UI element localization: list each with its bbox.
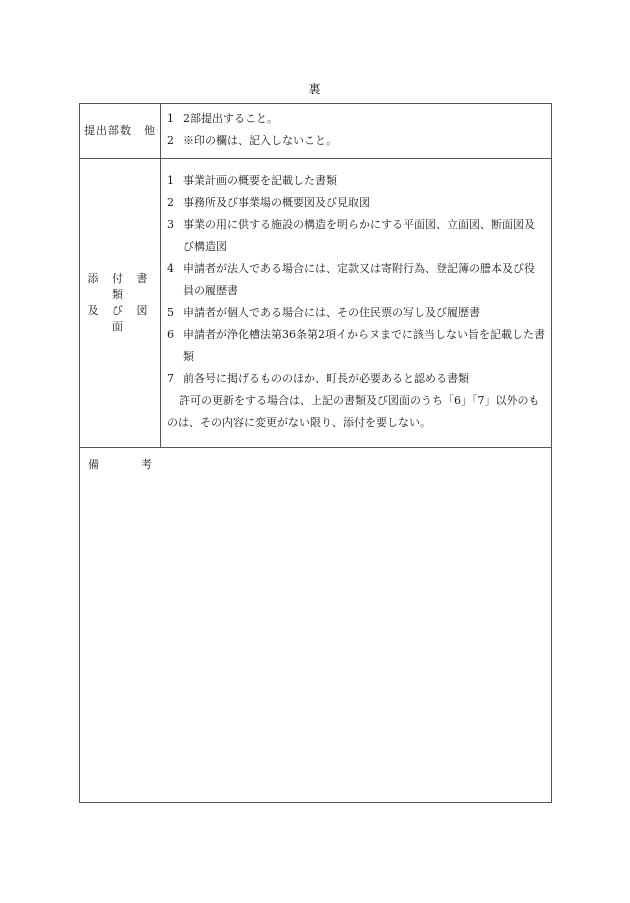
submission-row xyxy=(80,104,552,159)
attachment-item xyxy=(167,214,545,258)
item-text: 事業の用に供する施設の構造を明らかにする平面図、立面図、断面図及び構造図 xyxy=(183,218,535,253)
item-number: 2 xyxy=(167,196,174,209)
submission-item xyxy=(167,130,545,152)
item-number: 1 xyxy=(167,174,174,187)
item-text: ※印の欄は、記入しないこと。 xyxy=(183,134,337,147)
submission-item xyxy=(167,108,545,130)
renewal-note: 許可の更新をする場合は、上記の書類及び図面のうち「6」「7」以外のものは、その内容に変更がない限り、添付を要しない。 xyxy=(167,394,540,429)
submission-label: 提出部数 他 xyxy=(84,124,156,137)
attachment-item xyxy=(167,258,545,302)
remarks-label-left: 備 xyxy=(88,458,99,471)
item-text: 2部提出すること。 xyxy=(183,112,278,125)
form-table xyxy=(79,103,552,803)
attachments-label-line-2: 及 び 図 面 xyxy=(87,304,153,333)
item-number: 6 xyxy=(167,328,174,341)
item-text: 事務所及び事業場の概要図及び見取図 xyxy=(183,196,370,209)
item-text: 事業計画の概要を記載した書類 xyxy=(183,174,337,187)
attachment-item xyxy=(167,170,545,192)
remarks-row xyxy=(80,448,552,803)
item-text: 申請者が法人である場合には、定款又は寄附行為、登記簿の謄本及び役員の履歴書 xyxy=(183,262,535,297)
attachments-row xyxy=(80,159,552,448)
item-number: 5 xyxy=(167,306,174,319)
attachment-item xyxy=(167,324,545,368)
item-number: 3 xyxy=(167,218,174,231)
submission-content xyxy=(161,104,552,159)
item-text: 前各号に掲げるもののほか、町長が必要あると認める書類 xyxy=(183,372,469,385)
attachment-item xyxy=(167,368,545,390)
item-number: 1 xyxy=(167,112,174,125)
attachment-item xyxy=(167,302,545,324)
item-text: 申請者が浄化槽法第36条第2項イからヌまでに該当しない旨を記載した書類 xyxy=(183,328,545,363)
item-text: 申請者が個人である場合には、その住民票の写し及び履歴書 xyxy=(183,306,480,319)
page-heading: 裏 xyxy=(308,82,322,96)
item-number: 2 xyxy=(167,134,174,147)
item-number: 7 xyxy=(167,372,174,385)
submission-label-cell xyxy=(80,104,161,159)
remarks-label-right: 考 xyxy=(141,458,152,471)
attachment-item xyxy=(167,192,545,214)
item-number: 4 xyxy=(167,262,174,275)
attachments-content xyxy=(161,159,552,448)
remarks-label xyxy=(80,448,152,476)
attachments-label-line-1: 添 付 書 類 xyxy=(87,272,153,301)
attachments-label-cell xyxy=(80,159,161,448)
remarks-cell xyxy=(80,448,552,803)
